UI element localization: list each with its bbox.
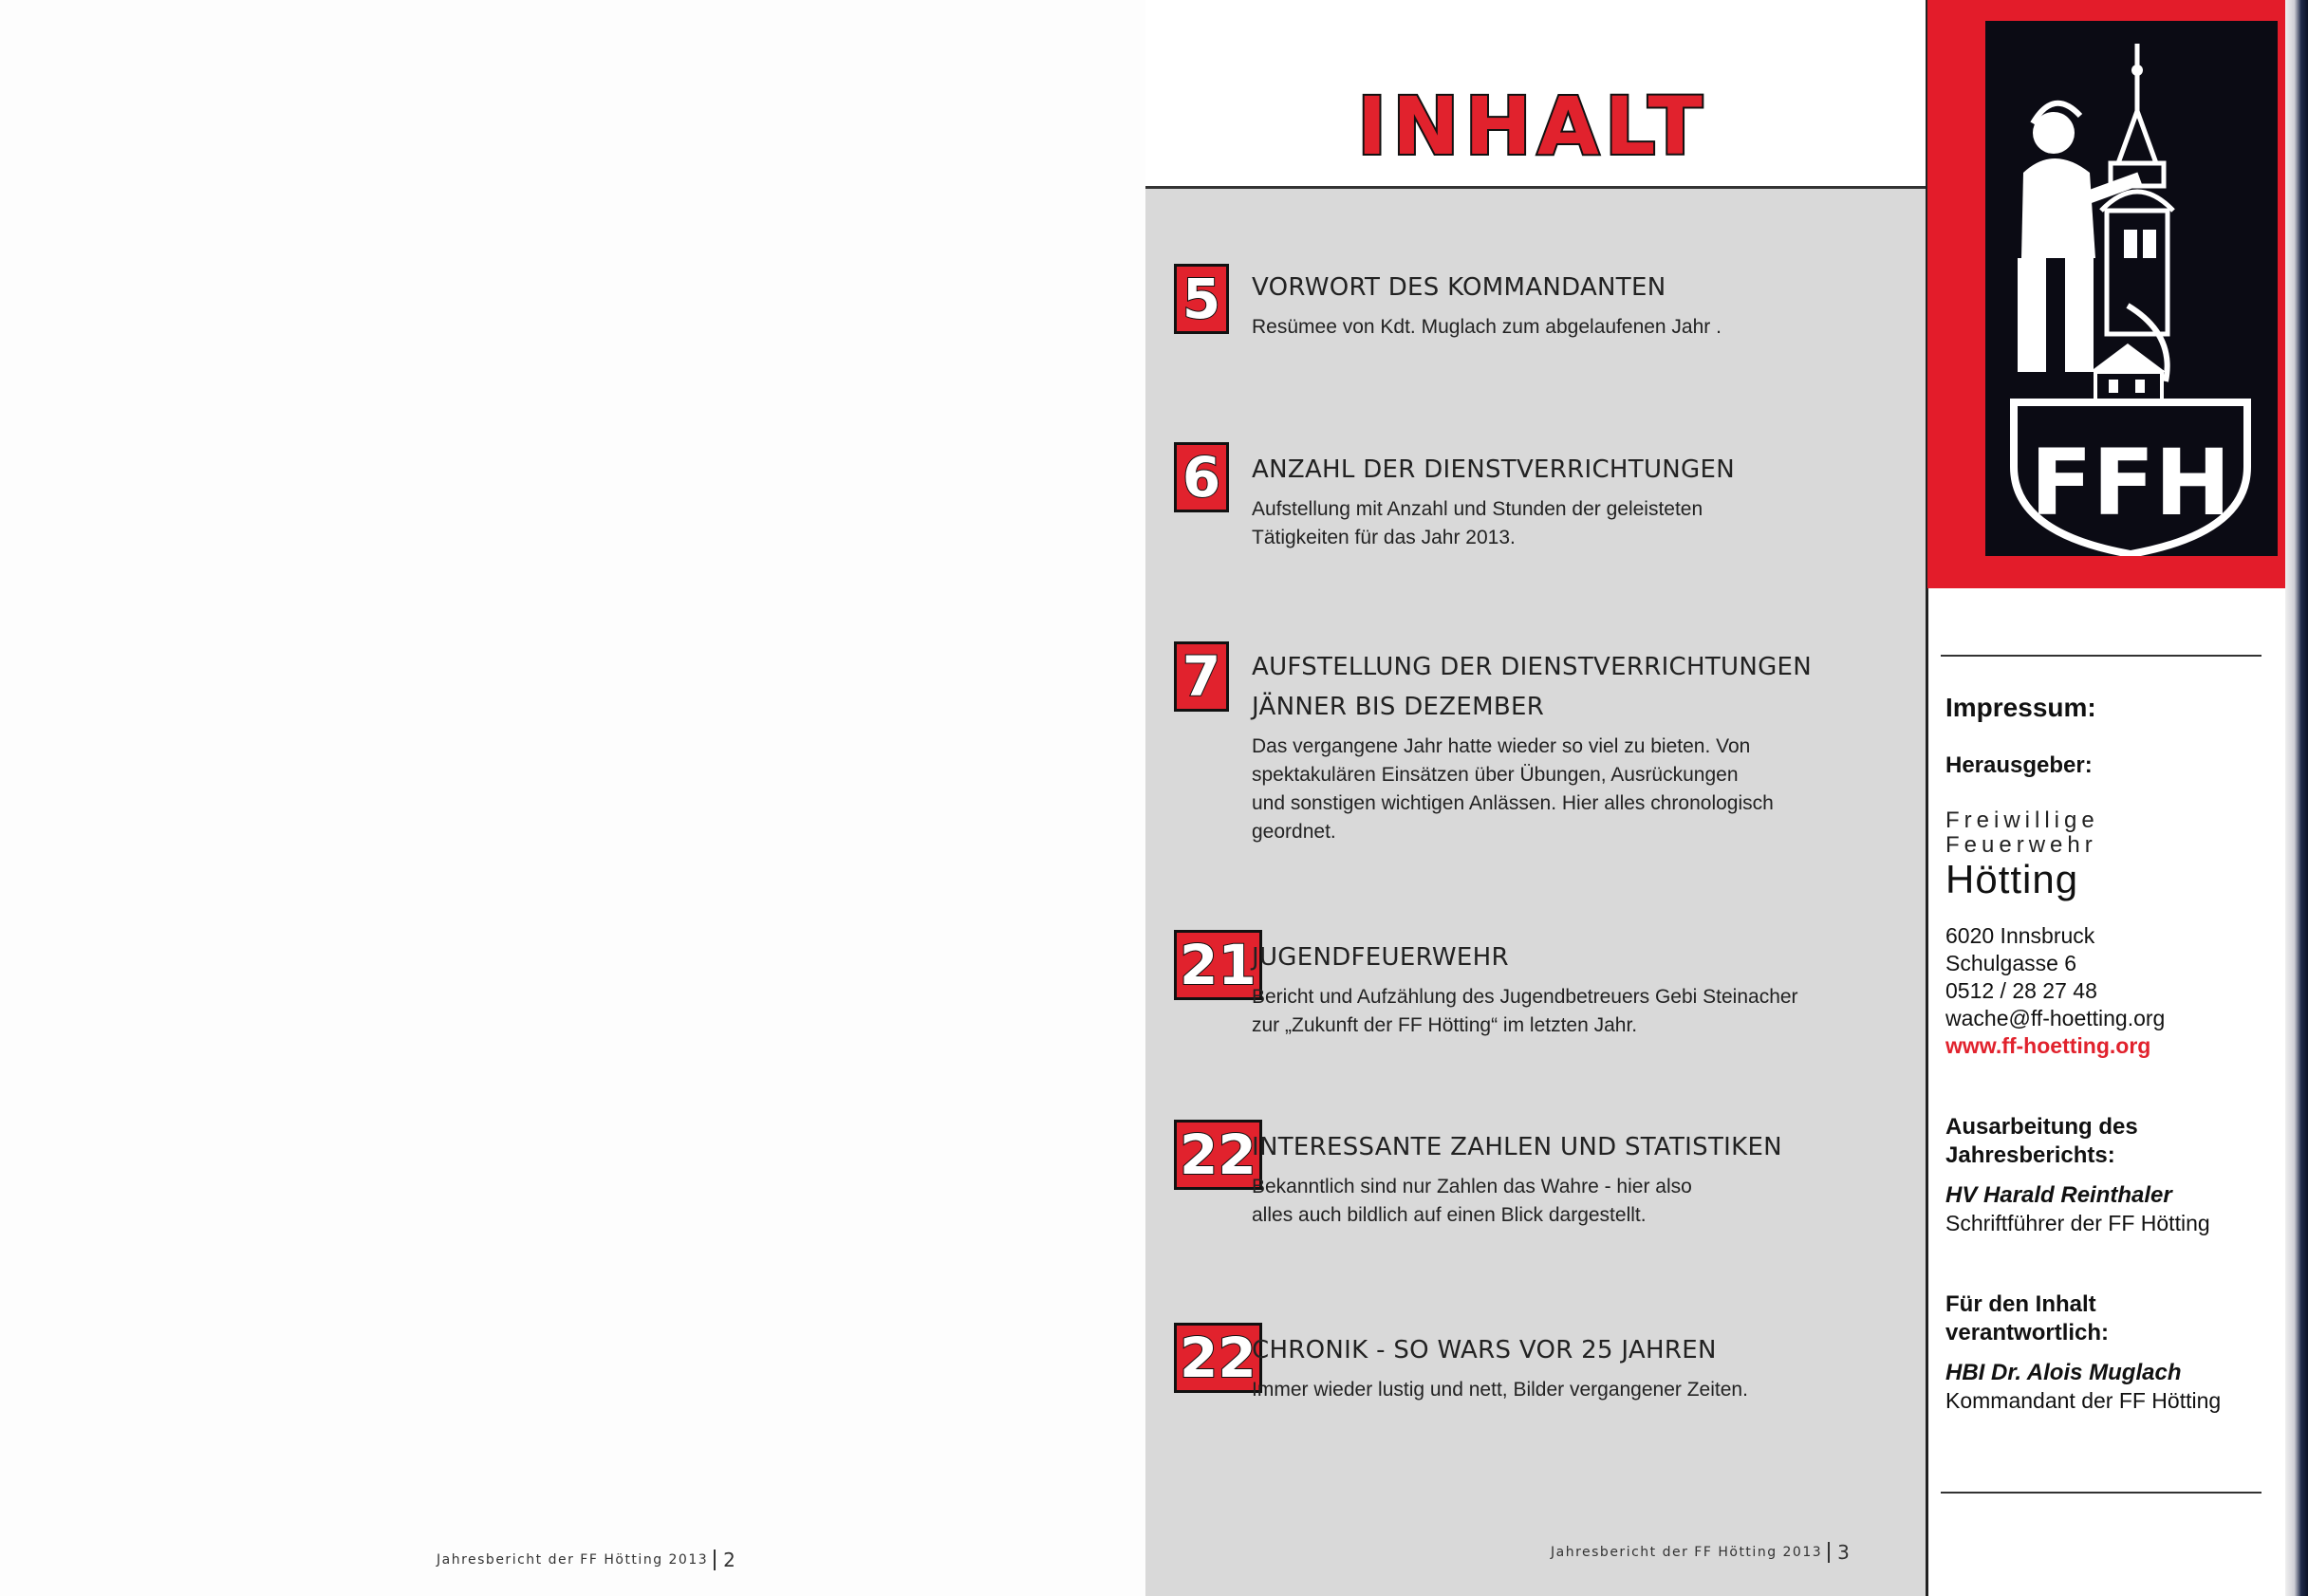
page-title: INHALT <box>1357 80 1708 173</box>
organisation-logotype: Freiwillige Feuerwehr Hötting <box>1945 807 2099 901</box>
page-number: 2 <box>723 1549 735 1571</box>
email-link[interactable]: wache@ff-hoetting.org <box>1945 1006 2166 1030</box>
toc-page-number: 5 <box>1174 264 1229 334</box>
footer-text: Jahresbericht der FF Hötting 2013 <box>437 1552 709 1568</box>
imprint-divider <box>1941 655 2261 657</box>
toc-heading: CHRONIK - SO WARS VOR 25 JAHREN <box>1252 1336 1717 1364</box>
toc-description: Bekanntlich sind nur Zahlen das Wahre - hier also alles auch bildlich auf einen Blick dargestellt. <box>1252 1176 1692 1226</box>
editor-block: Ausarbeitung des Jahresberichts: HV Harald Reinthaler Schriftführer der FF Hötting <box>1945 1114 2210 1235</box>
toc-description: Immer wieder lustig und nett, Bilder vergangener Zeiten. <box>1252 1379 1748 1401</box>
toc-heading: INTERESSANTE ZAHLEN UND STATISTIKEN <box>1252 1133 1782 1161</box>
toc-page-number: 7 <box>1174 641 1229 712</box>
toc-heading: VORWORT DES KOMMANDANTEN <box>1252 273 1666 302</box>
right-page-footer <box>1551 1541 1850 1564</box>
responsible-block: Für den Inhalt verantwortlich: HBI Dr. Alois Muglach Kommandant der FF Hötting <box>1945 1291 2222 1413</box>
toc-description: Resümee von Kdt. Muglach zum abgelaufenen Jahr . <box>1252 316 1722 338</box>
toc-description: Bericht und Aufzählung des Jugendbetreuers Gebi Steinacher zur „Zukunft der FF Hötting“ im letzten Jahr. <box>1252 986 1798 1036</box>
website-link[interactable]: www.ff-hoetting.org <box>1945 1033 2151 1058</box>
page-edge <box>2285 0 2308 1596</box>
toc-page-number: 22 <box>1174 1323 1262 1393</box>
crest-letters: FFH <box>2030 430 2231 536</box>
footer-text: Jahresbericht der FF Hötting 2013 <box>1551 1545 1823 1560</box>
imprint-heading: Impressum: <box>1945 693 2096 722</box>
toc-description: Das vergangene Jahr hatte wieder so viel zu bieten. Von spektakulären Einsätzen über Übungen, Ausrückungen und sonstigen wichtigen Anlässen. Hier alles chronologisch geordnet. <box>1252 735 1774 843</box>
toc-heading: JUGENDFEUERWEHR <box>1252 943 1509 972</box>
page-number: 3 <box>1837 1541 1850 1564</box>
logo <box>1985 21 2278 556</box>
address-block: 6020 Innsbruck Schulgasse 6 0512 / 28 27 48 wache@ff-hoetting.org www.ff-hoetting.org <box>1945 922 2268 1060</box>
toc-heading: ANZAHL DER DIENSTVERRICHTUNGEN <box>1252 455 1735 484</box>
publisher-label: Herausgeber: <box>1945 752 2093 778</box>
toc-page-number: 6 <box>1174 442 1229 512</box>
left-page <box>0 0 1145 1596</box>
toc-page-number: 21 <box>1174 930 1262 1000</box>
fire-brigade-crest-icon <box>1985 21 2278 556</box>
toc-heading: AUFSTELLUNG DER DIENSTVERRICHTUNGEN JÄNNER BIS DEZEMBER <box>1252 653 1813 721</box>
imprint-divider <box>1941 1492 2261 1494</box>
left-page-footer <box>437 1549 735 1571</box>
toc-description: Aufstellung mit Anzahl und Stunden der geleisteten Tätigkeiten für das Jahr 2013. <box>1252 498 1703 548</box>
toc-page-number: 22 <box>1174 1120 1262 1190</box>
imprint <box>1945 693 2268 1415</box>
